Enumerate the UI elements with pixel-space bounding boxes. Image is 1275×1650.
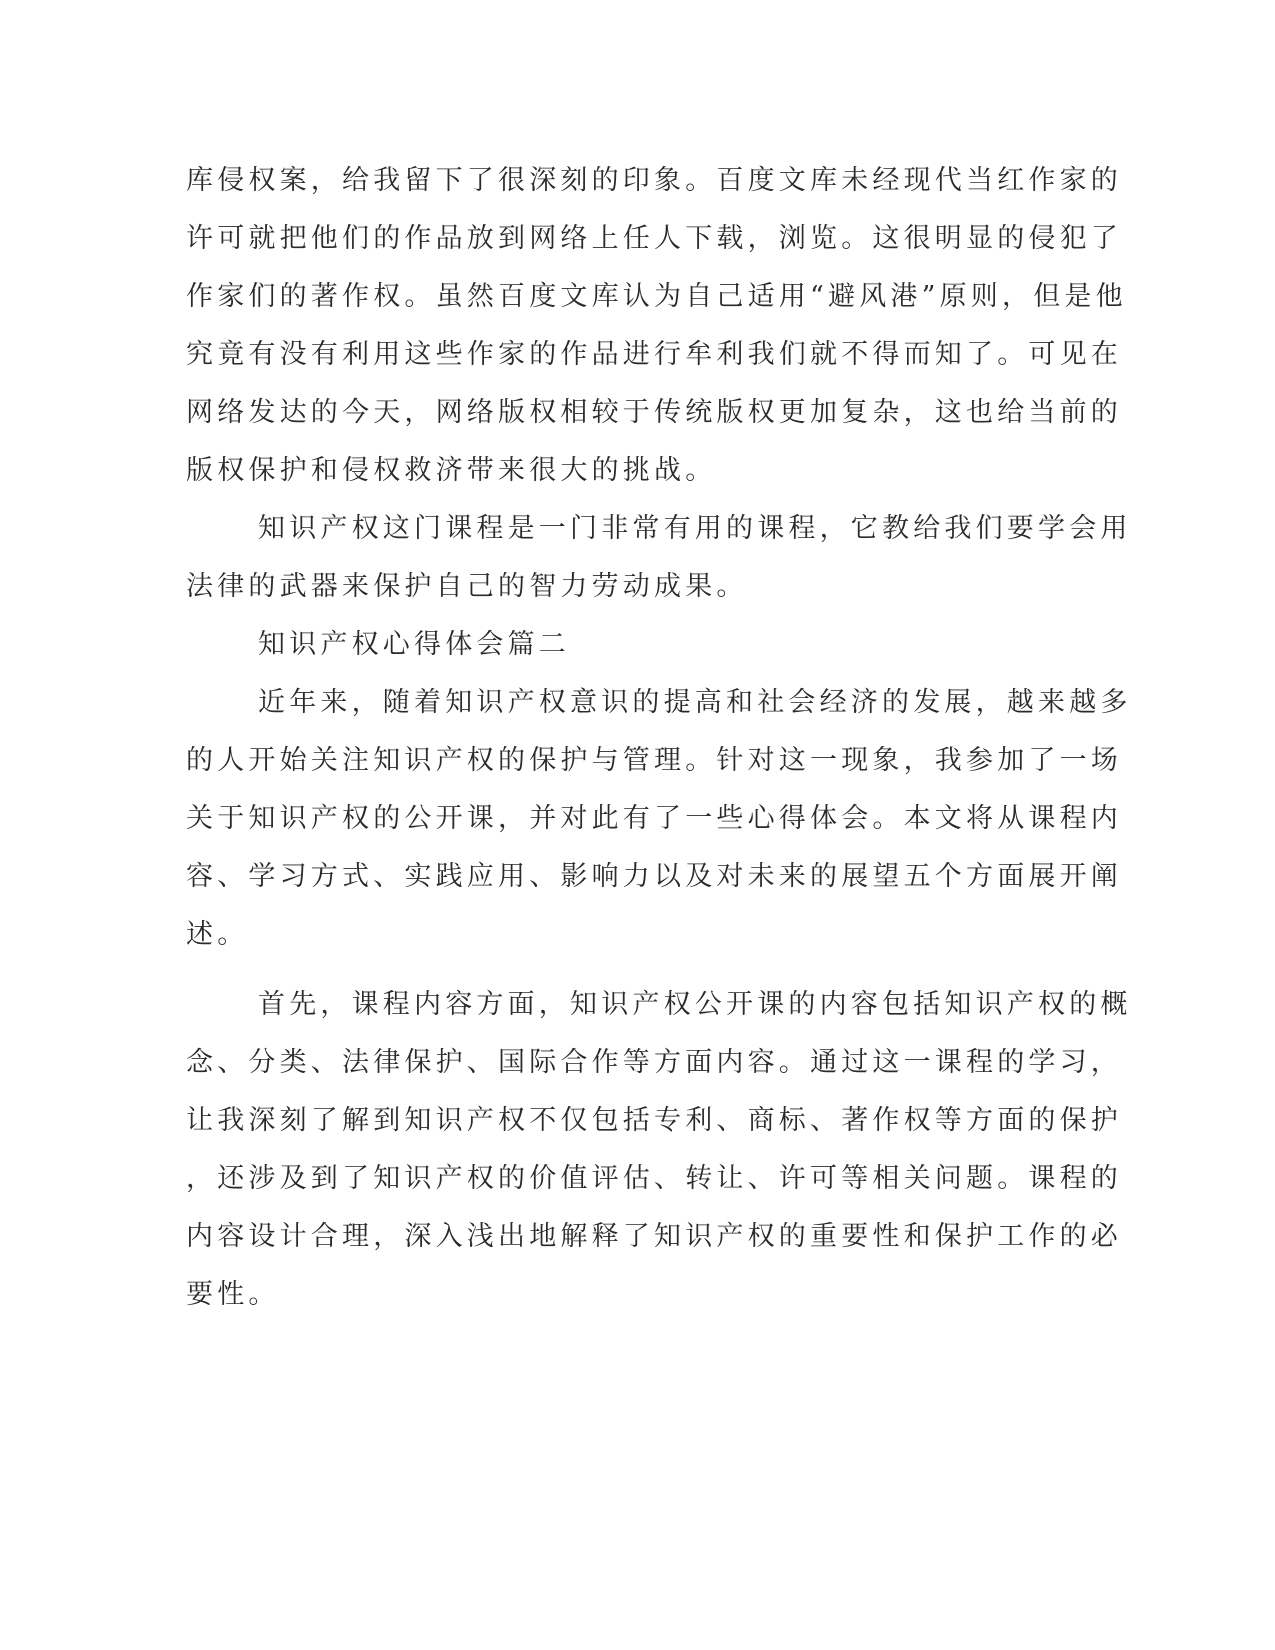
paragraph-line: 关于知识产权的公开课，并对此有了一些心得体会。本文将从课程内 <box>186 803 1122 834</box>
paragraph-line: 让我深刻了解到知识产权不仅包括专利、商标、著作权等方面的保护 <box>186 1105 1122 1136</box>
paragraph-line: ，还涉及到了知识产权的价值评估、转让、许可等相关问题。课程的 <box>186 1163 1122 1194</box>
paragraph-line: 网络发达的今天，网络版权相较于传统版权更加复杂，这也给当前的 <box>186 397 1122 428</box>
paragraph-line: 的人开始关注知识产权的保护与管理。针对这一现象，我参加了一场 <box>186 745 1122 776</box>
paragraph-line: 内容设计合理，深入浅出地解释了知识产权的重要性和保护工作的必 <box>186 1221 1122 1252</box>
paragraph-line: 许可就把他们的作品放到网络上任人下载，浏览。这很明显的侵犯了 <box>186 223 1122 254</box>
section-heading: 知识产权心得体会篇二 <box>258 629 570 660</box>
paragraph-line: 近年来，随着知识产权意识的提高和社会经济的发展，越来越多 <box>258 687 1132 718</box>
paragraph-line: 知识产权这门课程是一门非常有用的课程，它教给我们要学会用 <box>258 513 1132 544</box>
paragraph-line: 法律的武器来保护自己的智力劳动成果。 <box>186 571 748 602</box>
paragraph-line: 库侵权案，给我留下了很深刻的印象。百度文库未经现代当红作家的 <box>186 165 1122 196</box>
paragraph-line: 要性。 <box>186 1279 280 1310</box>
paragraph-line: 念、分类、法律保护、国际合作等方面内容。通过这一课程的学习， <box>186 1047 1122 1078</box>
paragraph-line: 版权保护和侵权救济带来很大的挑战。 <box>186 455 717 486</box>
paragraph-line: 述。 <box>186 919 249 950</box>
paragraph-line: 作家们的著作权。虽然百度文库认为自己适用“避风港”原则，但是他 <box>186 281 1127 312</box>
paragraph-line: 容、学习方式、实践应用、影响力以及对未来的展望五个方面展开阐 <box>186 861 1122 892</box>
paragraph-line: 首先，课程内容方面，知识产权公开课的内容包括知识产权的概 <box>258 989 1132 1020</box>
paragraph-line: 究竟有没有利用这些作家的作品进行牟利我们就不得而知了。可见在 <box>186 339 1122 370</box>
